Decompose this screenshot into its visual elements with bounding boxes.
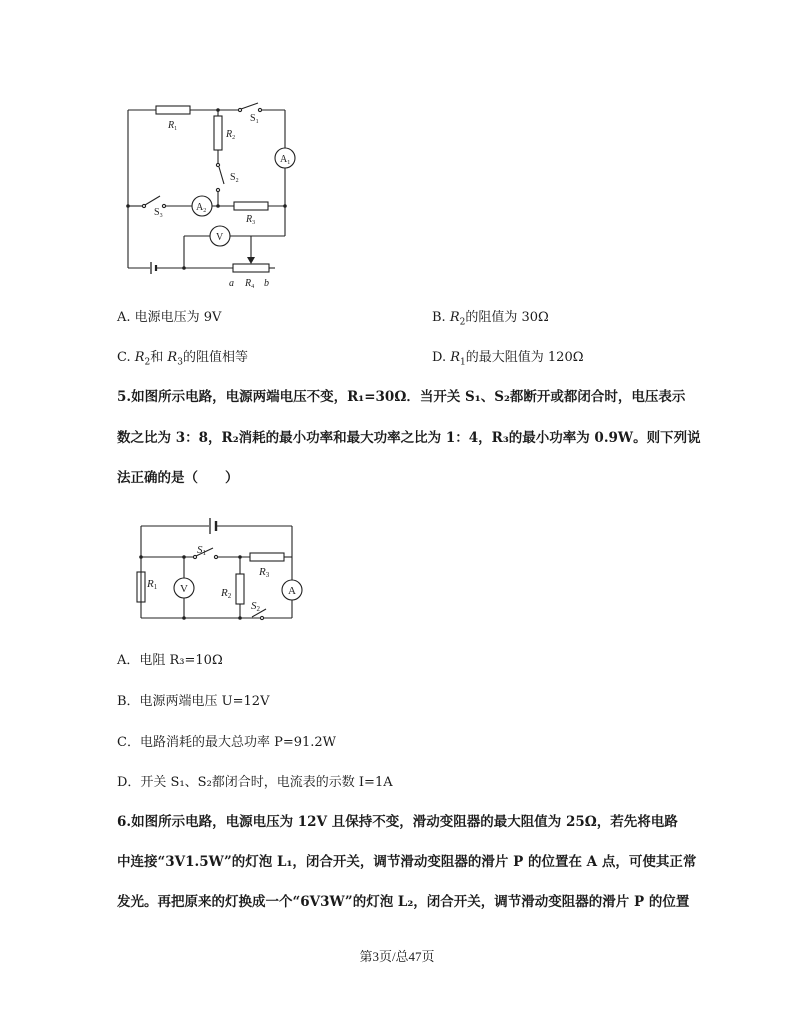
q4-switch-s1 [241, 103, 258, 109]
q5-option-b: B．电源两端电压 U=12V [117, 694, 270, 709]
q4-circuit-diagram [118, 90, 308, 290]
q5-label-a: A [288, 585, 296, 597]
q4-option-c-sub2: 3 [177, 357, 183, 368]
q5-label-s2: S2 [251, 600, 260, 613]
q4-label-b: b [264, 278, 269, 289]
q4-option-c-sub1: 2 [144, 357, 151, 368]
q5-label-r1: R1 [147, 578, 158, 591]
q4-option-c-var1: R [134, 350, 145, 365]
q4-option-b [432, 311, 549, 328]
q4-label-r3: $R_3$ [246, 214, 256, 226]
q5-resistor-r3 [250, 553, 284, 561]
q4-option-d-sub: 1 [460, 357, 466, 368]
q4-resistor-r3 [234, 202, 268, 210]
q4-option-d-prefix: D. [432, 350, 451, 365]
q4-option-c-var2: R [167, 350, 178, 365]
q5-option-d: D．开关 S₁、S₂都闭合时，电流表的示数 I=1A [117, 775, 393, 790]
q6-question-line-1: 6.如图所示电路，电源电压为 12V 且保持不变，滑动变阻器的最大阻值为 25Ω，若先将电路 [117, 814, 678, 830]
q4-option-b-prefix: B. [432, 310, 450, 325]
q5-circuit-diagram [130, 508, 305, 626]
q4-resistor-r2 [214, 116, 222, 150]
q4-switch-s3 [145, 196, 160, 205]
q4-option-b-sub: 2 [459, 317, 466, 328]
q4-label-s2: $S_2$ [230, 172, 239, 184]
q4-option-d-rest: 的最大阻值为 120Ω [465, 350, 584, 365]
q4-option-d [432, 351, 584, 368]
q4-option-c-rest: 的阻值相等 [182, 350, 248, 365]
q5-question-line-3: 法正确的是（ ） [117, 470, 239, 486]
q6-question-line-2: 中连接“3V1.5W”的灯泡 L₁，闭合开关，调节滑动变阻器的滑片 P 的位置在 A 点，可使其正常 [117, 854, 697, 870]
q4-label-r4: $R_4$ [245, 278, 255, 290]
q4-label-v: V [216, 232, 224, 243]
q4-label-r2: $R_2$ [226, 129, 236, 141]
q4-label-a2: $A_2$ [196, 202, 207, 214]
q4-option-b-var: R [449, 310, 460, 325]
q5-option-c: C．电路消耗的最大总功率 P=91.2W [117, 735, 337, 750]
q4-label-a: a [229, 278, 234, 289]
q4-resistor-r1 [156, 106, 190, 114]
q4-label-s3: $S_3$ [154, 207, 163, 219]
q4-switch-s2 [219, 167, 224, 184]
q4-label-s1: $S_1$ [250, 113, 259, 125]
q5-label-v: V [180, 583, 188, 595]
q4-option-b-rest: 的阻值为 30Ω [465, 310, 549, 325]
q5-question-line-2: 数之比为 3：8，R₂消耗的最小功率和最大功率之比为 1：4，R₃的最小功率为 0.9W。则下列说 [117, 430, 701, 446]
q4-label-r1: $R_1$ [168, 120, 178, 132]
q5-label-r3: R3 [259, 566, 270, 579]
q4-option-a: A. 电源电压为 9V [117, 310, 222, 325]
q4-rheostat-r4 [233, 264, 269, 272]
q6-question-line-3: 发光。再把原来的灯换成一个“6V3W”的灯泡 L₂，闭合开关，调节滑动变阻器的滑片 P 的位置 [117, 894, 690, 910]
q5-label-r2: R2 [221, 587, 232, 600]
q4-label-a1: $A_1$ [280, 154, 291, 166]
q4-option-c-mid: 和 [150, 350, 168, 365]
q4-option-d-var: R [450, 350, 461, 365]
q5-resistor-r2 [236, 574, 244, 604]
q5-question-line-1: 5.如图所示电路，电源两端电压不变，R₁=30Ω．当开关 S₁、S₂都断开或都闭合时，电压表示 [117, 389, 686, 405]
page-footer: 第3页/总47页 [359, 949, 435, 964]
q5-label-s1: S1 [197, 544, 206, 557]
q4-option-c [117, 351, 248, 368]
q4-option-c-prefix: C. [117, 350, 135, 365]
q5-option-a: A．电阻 R₃=10Ω [117, 653, 223, 668]
